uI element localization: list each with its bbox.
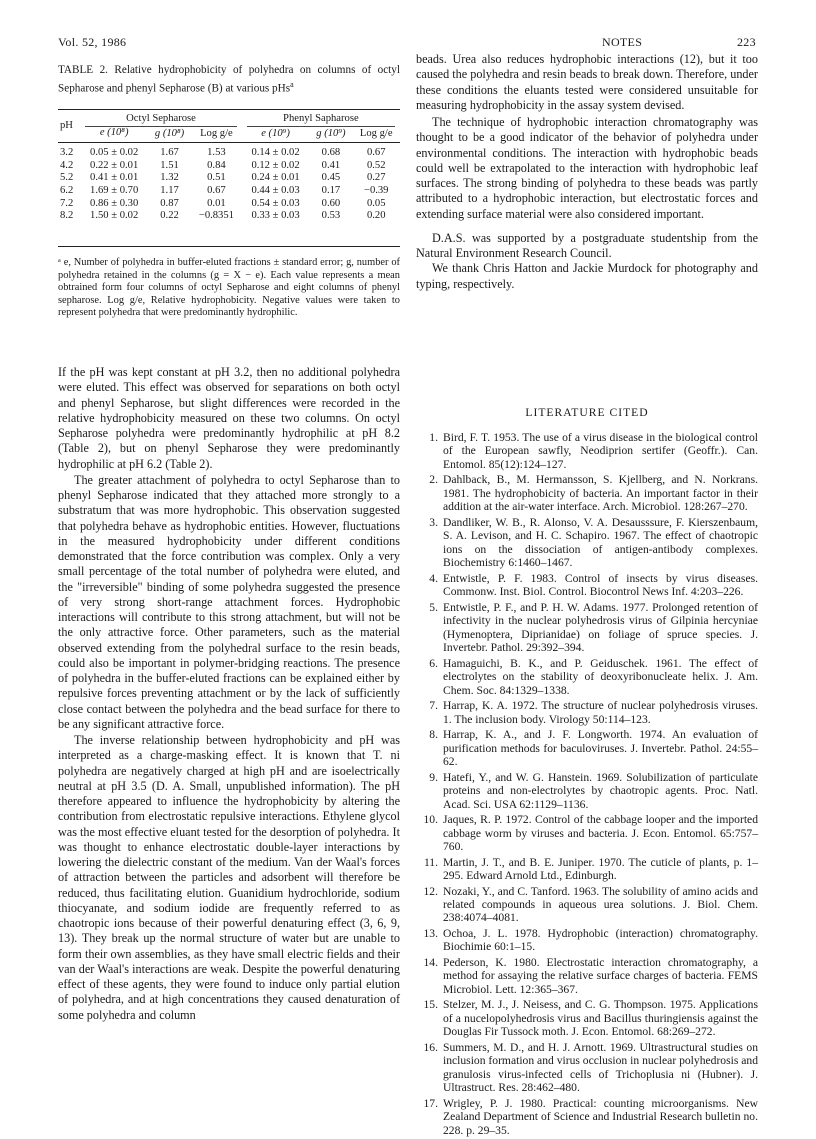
table-cell: 0.67 [366,147,386,159]
table-cell: 0.54 ± 0.03 [251,197,300,209]
left-body [58,365,400,1023]
table-bottom-rule [58,246,400,247]
paragraph: If the pH was kept constant at pH 3.2, then no additional polyhedra were eluted. This effect was observed for separations on both octyl and phenyl Sepharose, but slight differences were recorded in the relative hydrophobicity measured on these two columns. On octyl Sepharose polyhedra were predominantly hydrophilic at pH 8.2 (Table 2), but on phenyl Sepharose they were predominantly hydrophilic at pH 6.2 (Table 2). [58,365,400,471]
table-caption [58,64,400,96]
table-cell: 1.67 [160,147,179,159]
right-body [416,52,758,292]
reference-number: 14. [423,955,438,969]
table-cell: 0.60 [321,197,341,209]
table-cell: 7.2 [60,197,74,209]
col-g2: g (10⁹) [316,128,346,140]
table-cell: 0.33 ± 0.03 [251,210,300,222]
reference-text: Harrap, K. A., and J. F. Longworth. 1974. An evaluation of purification methods for baculoviruses. J. Invertebr. Pathol. 24:55–62. [443,728,758,769]
paragraph: The inverse relationship between hydrophobicity and pH was interpreted as a charge-masking effect. It is known that T. ni polyhedra are negatively charged at high pH and are isoelectrically neutral at pH 3.5 (D. A. Small, unpublished information). The pH therefore appeared to influence the hydrophobicity by altering the contribution from electrostatic repulsive interactions. Ethylene glycol was the most effective eluant tested for the desorption of polyhedra. It was thought to enhance electrostatic double-layer interactions by lowering the dielectric constant of the medium. Van der Waal's forces of attraction between the particles and adsorbent will therefore be reduced, thus facilitating elution. Guanidium hydrochloride, sodium thiocyanate, and sodium iodide are frequently referred to as chaotropic ions because of their powerful denaturing effect (3, 6, 9, 13). They break up the normal structure of water but are unable to form their own assemblies, as they have small electric fields and their van der Waal's interactions are weak. Despite the powerful denaturing effect of these agents, they were found to induce only partial elution of polyhedra, and at high concentrations they caused denaturation of some polyhedra and column [58,733,400,1022]
table-cell: 0.01 [207,197,226,209]
table-cell: 6.2 [60,184,74,196]
reference-text: Wrigley, P. J. 1980. Practical: counting microorganisms. New Zealand Department of Science and Industrial Research bulletin no. 228. p. 29–35. [443,1096,758,1137]
reference-text: Ochoa, J. L. 1978. Hydrophobic (interaction) chromatography. Biochimie 60:1–15. [443,926,758,954]
reference-number: 2. [429,473,438,487]
reference-text: Entwistle, P. F. 1983. Control of insects by virus diseases. Commonw. Inst. Biol. Control. Biocontrol News Inf. 4:203–226. [443,571,758,599]
reference-item [416,998,758,1038]
reference-number: 1. [429,431,438,444]
table-cell: 0.68 [321,147,341,159]
reference-item [416,516,758,570]
reference-item [416,956,758,996]
table-cell: 4.2 [60,159,74,171]
reference-text: Jaques, R. P. 1972. Control of the cabbage looper and the imported cabbage worm by viruses and bacteria. J. Econ. Entomol. 65:757–760. [443,813,758,853]
table-cell: 1.51 [160,159,179,171]
paragraph: The technique of hydrophobic interaction chromatography was thought to be a good indicator of the behavior of polyhedra under environmental conditions. The interaction with hydrophobic beads could well be extrapolated to the interaction with hydrophobic leaf surfaces. The strong binding of polyhedra to these beads was partly attributed to a hydrophobic interaction, but electrostatic forces and extending surface material were also considered important. [416,115,758,221]
reference-text: Hatefi, Y., and W. G. Hanstein. 1969. Solubilization of particulate proteins and non-electrolytes by chaotropic agents. Proc. Natl. Acad. Sci. USA 62:1129–1136. [443,770,758,811]
reference-number: 7. [429,699,438,713]
reference-number: 6. [429,656,438,670]
table-caption-text: TABLE 2. Relative hydrophobicity of polyhedra on columns of octyl Sepharose and phenyl Sepharose (B) at various pHs [58,64,400,95]
reference-number: 11. [423,855,438,869]
table-row [58,143,400,160]
table-cell: 5.2 [60,172,74,184]
table-cell: 0.87 [160,197,179,209]
reference-text: Martin, J. T., and B. E. Juniper. 1970. The cuticle of plants, p. 1–295. Edward Arnold Ltd., Edinburgh. [443,855,758,882]
table-cell: 0.41 [321,159,341,171]
reference-item [416,728,758,768]
table-cell: 1.17 [160,184,179,196]
caption-footnote-mark: a [290,79,294,89]
acknowledgment: D.A.S. was supported by a postgraduate studentship from the Natural Environment Research Council. [416,230,758,260]
page-number: 223 [737,35,756,49]
table-row [58,210,400,223]
reference-number: 12. [423,884,438,898]
table-row [58,172,400,185]
reference-item [416,473,758,513]
literature-heading: LITERATURE CITED [525,406,649,419]
reference-text: Bird, F. T. 1953. The use of a virus disease in the biological control of the European sawfly, Neodiprion sertifer (Geoffr.). Can. Entomol. 85(12):124–127. [443,431,758,471]
reference-number: 9. [429,770,438,784]
table-cell: 0.20 [366,210,386,222]
table-cell: 1.53 [207,147,226,159]
reference-item [416,431,758,471]
reference-text: Dahlback, B., M. Hermansson, S. Kjellberg, and N. Norkrans. 1981. The hydrophobicity of bacteria. An important factor in their addition at the air-water interface. Arch. Microbiol. 128:267–270. [443,473,758,514]
reference-item [416,699,758,726]
reference-text: Harrap, K. A. 1972. The structure of nuclear polyhedrosis viruses. 1. The inclusion body. Virology 50:114–123. [443,699,758,726]
table-cell: 8.2 [60,210,74,222]
table-cell: −0.8351 [198,210,234,222]
table-cell: 0.84 [207,159,226,171]
reference-item [416,1041,758,1095]
col-e2: e (10⁹) [261,128,290,140]
table-2 [58,109,400,223]
reference-item [416,927,758,954]
reference-item [416,601,758,655]
group-phenyl: Phenyl Sapharose [247,113,395,127]
table-row [58,198,400,211]
reference-list [416,431,758,1139]
reference-text: Hamaguichi, B. K., and P. Geiduschek. 1961. The effect of electrolytes on the stability of deoxyribonucleate helix. J. Am. Chem. Soc. 84:1329–1338. [443,656,758,697]
reference-item [416,813,758,853]
table-cell: 3.2 [60,147,74,159]
table-cell: 0.22 ± 0.01 [90,159,139,171]
table-cell: 0.44 ± 0.03 [251,184,300,196]
table-cell: −0.39 [363,184,389,196]
table-cell: 0.05 ± 0.02 [90,147,139,159]
table-cell: 0.53 [321,210,341,222]
reference-number: 4. [429,571,438,585]
reference-number: 15. [423,998,438,1012]
reference-text: Pederson, K. 1980. Electrostatic interaction chromatography, a method for assaying the relative surface charges of bacteria. FEMS Microbiol. Lett. 12:365–367. [443,955,758,996]
reference-item [416,1097,758,1137]
table-row [58,185,400,198]
table-cell: 0.05 [366,197,386,209]
table-footnote: ᵃ e, Number of polyhedra in buffer-eluted fractions ± standard error; g, number of polyhedra retained in the columns (g = X − e). Each value represents a mean obtrained form four columns of octyl Sepharose and eight columns of phenyl sepharose. Log g/e, Relative hydrophobicity. Negative values were taken to represent polyhedra that were predominantly hydrophilic. [58,257,400,318]
table-cell: 0.27 [366,172,386,184]
running-head-journal: Vol. 52, 1986 [58,35,127,49]
reference-item [416,856,758,883]
reference-number: 10. [423,813,438,827]
reference-item [416,572,758,599]
table-cell: 1.32 [160,172,179,184]
paragraph: beads. Urea also reduces hydrophobic interactions (12), but it too caused the polyhedra and resin beads to break down. Therefore, under these conditions the eluants tested were considered unsuitable for measuring hydrophobicity in the assay system devised. [416,52,758,112]
reference-number: 16. [423,1040,438,1054]
running-head-section: NOTES [602,35,643,49]
table-cell: 0.12 ± 0.02 [251,159,300,171]
col-e1: e (10⁸) [99,126,129,138]
table-cell: 0.14 ± 0.02 [251,147,300,159]
table-cell: 0.86 ± 0.30 [90,197,139,209]
reference-number: 13. [423,926,438,940]
reference-number: 8. [429,728,438,742]
reference-text: Dandliker, W. B., R. Alonso, V. A. Desausssure, F. Kierszenbaum, S. A. Levison, and H. C. Schapiro. 1967. The effect of chaotropic ions on the dissociation of antigen-antibody complexes. Biochemistry 6:1460–1467. [443,515,758,570]
table-row [58,160,400,173]
table-cell: 0.22 [160,210,179,222]
reference-text: Entwistle, P. F., and P. H. W. Adams. 1977. Prolonged retention of infectivity in the nuclear polyhedrosis virus of Gilpinia hercyniae (Hymenoptera, Diprianidae) on foliage of spruce species. J. Invertebr. Pathol. 29:392–394. [443,600,758,655]
reference-number: 3. [429,515,438,529]
col-log2: Log g/e [359,128,393,140]
table-cell: 0.45 [321,172,341,184]
reference-item [416,771,758,811]
paragraph: The greater attachment of polyhedra to octyl Sepharose than to phenyl Sepharose indicated that they attached more strongly to a substratum that was more hydrophobic. This observation suggested that polyhedra behave as hydrophobic entities. However, fluctuations in the measured hydrophobicity under different conditions demonstrated that the force contribution was complex. Only a very small percentage of the total number of polyhedra were eluted, and the "irreversible" binding of some polyhedra suggested the presence of very strong short-range attachment forces. Hydrophobic interactions will contribute to this strong attachment, but will not be the only attractive force. Other parameters, such as the material observed extending from the polyhedral surface to the resin beads, could also be important in polymer-bridging reactions. The presence of polyhedra in the buffer-eluted fractions can be explained either by repulsive forces preventing attachment or by the lack of sufficiently close contact between the polyhedra and the bead surface for there to be any significant attractive force. [58,472,400,731]
acknowledgment: We thank Chris Hatton and Jackie Murdock for photography and typing, respectively. [416,261,758,291]
table-cell: 0.67 [207,184,226,196]
col-g1: g (10⁸) [154,128,185,140]
group-octyl: Octyl Sepharose [85,113,236,127]
reference-text: Nozaki, Y., and C. Tanford. 1963. The solubility of amino acids and related compounds in aqueous urea solutions. J. Biol. Chem. 238:4074–4081. [443,884,758,925]
col-ph: pH [60,119,73,131]
table-cell: 0.24 ± 0.01 [251,172,300,184]
reference-item [416,657,758,697]
reference-number: 5. [429,600,438,614]
table-cell: 1.69 ± 0.70 [90,184,139,196]
reference-item [416,885,758,925]
table-cell: 0.17 [321,184,341,196]
reference-number: 17. [423,1096,438,1110]
reference-text: Stelzer, M. J., J. Neisess, and C. G. Thompson. 1975. Applications of a nucelopolyhedrosis virus and Bacillus thuringiensis against the Douglas Fir Tussock moth. J. Econ. Entomol. 68:269–272. [443,998,758,1039]
col-log1: Log g/e [200,128,233,140]
reference-text: Summers, M. D., and H. J. Arnott. 1969. Ultrastructural studies on inclusion formation and virus occlusion in nuclear polyhedrosis and granulosis virus-infected cells of Trichoplusia ni (Hubner). J. Ultrastruct. Res. 28:462–480. [443,1040,758,1095]
table-cell: 0.51 [207,172,226,184]
table-cell: 1.50 ± 0.02 [90,210,139,222]
table-cell: 0.52 [366,159,386,171]
table-cell: 0.41 ± 0.01 [90,172,139,184]
